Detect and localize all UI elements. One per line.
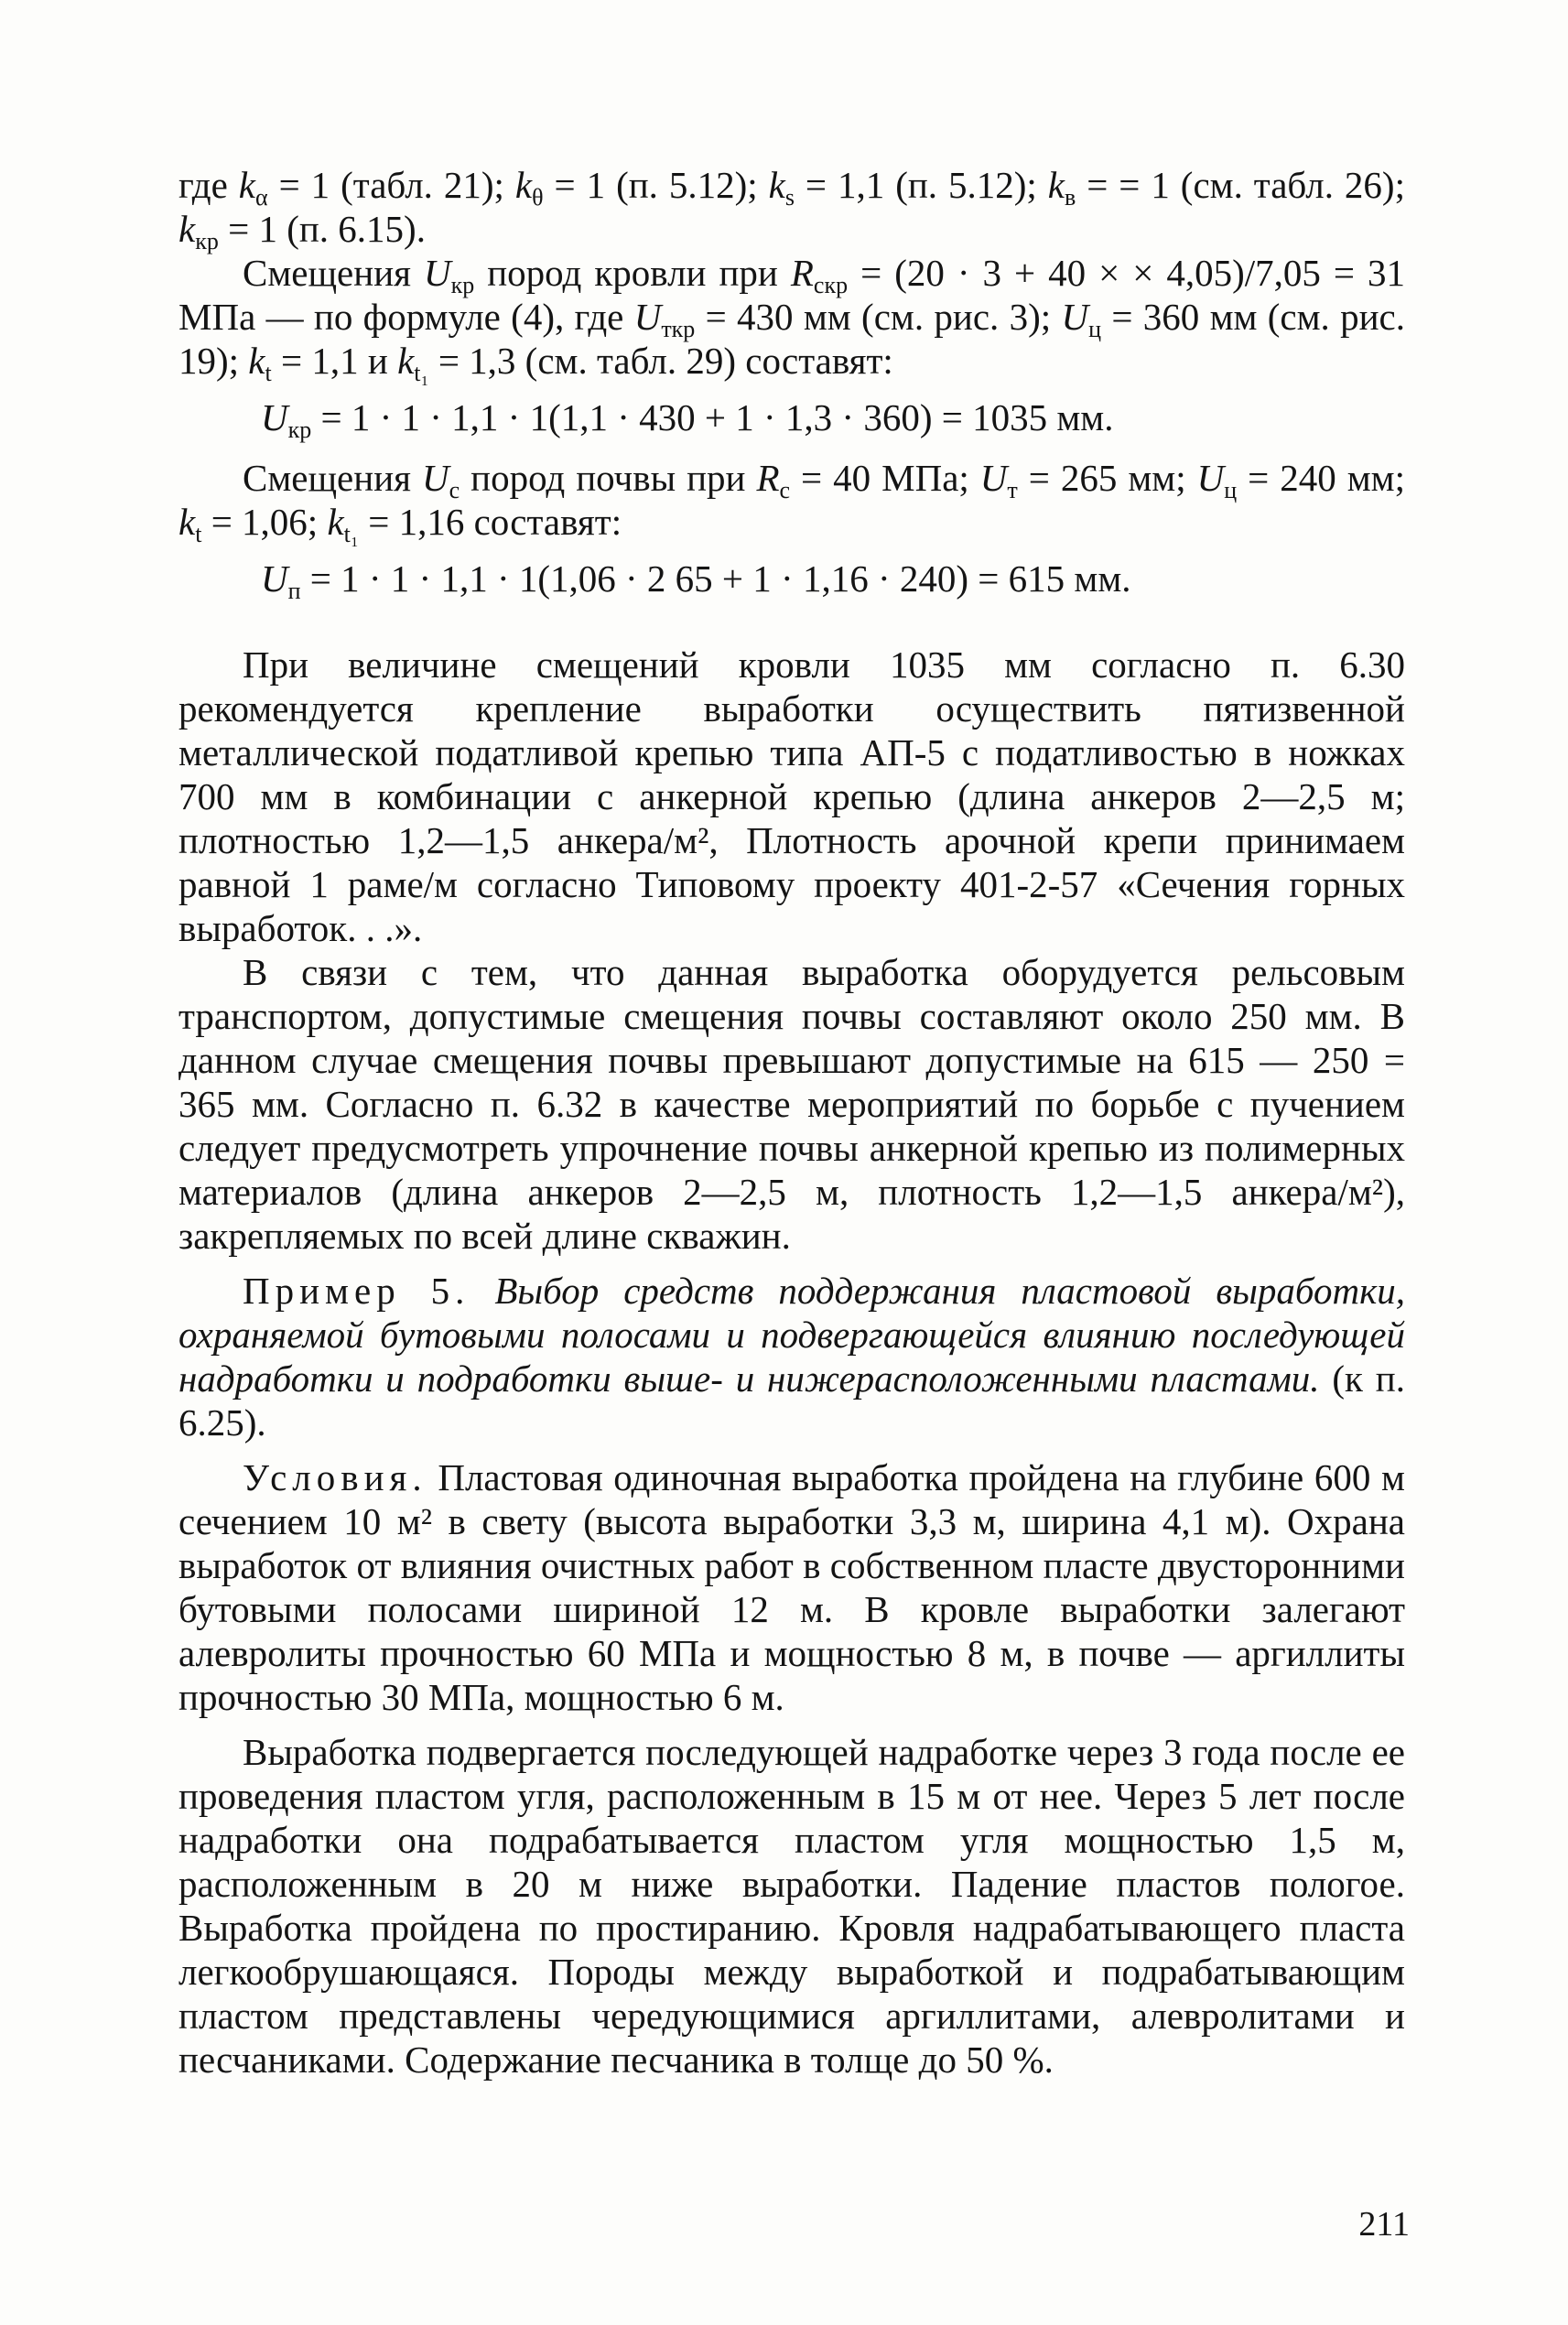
conditions-label: Условия. — [243, 1456, 427, 1498]
paragraph-example-5: Пример 5. Выбор средств поддержания пластовой выработки, охраняемой бутовыми полосами и подвергающейся влиянию последующей надработки и подработки выше- и нижерасположенными пластами. (к п. 6.25). — [178, 1270, 1405, 1444]
formula-floor: $U_п = 1 \cdot 1 \cdot 1,1 \cdot 1(1,06 \cdot 2$ 65 + 1 · 1,16 · 240) = 615 мм. — [261, 557, 1131, 604]
paragraph-support-recommendation: При величине смещений кровли 1035 мм согласно п. 6.30 рекомендуется крепление выработки осуществить пятизвенной металлической податливой крепью типа АП-5 с податливостью в ножках 700 мм в комбинации с анкерной крепью (длина анкеров 2—2,5 м; плотностью 1,2—1,5 анкера/м², Плотность арочной крепи принимаем равной 1 раме/м согласно Типовому проекту 401-2-57 «Сечения горных выработок. . .». — [178, 643, 1405, 949]
paragraph-conditions: Условия. Пластовая одиночная выработка пройдена на глубине 600 м сечением 10 м² в свету (высота выработки 3,3 м, ширина 4,1 м). Охрана выработок от влияния очистных работ в собственном пласте двусторонними бутовыми полосами шириной 12 м. В кровле выработки залегают алевролиты прочностью 60 МПа и мощностью 8 м, в почве — аргиллиты прочностью 30 МПа, мощностью 6 м. — [178, 1456, 1405, 1718]
example-title: Выбор средств поддержания пластовой выработки, охраняемой бутовыми полосами и подвергающейся влиянию последующей надработки и подработки выше- и нижерасположенными пластами. — [178, 1270, 1405, 1400]
paragraph-rail-transport: В связи с тем, что данная выработка оборудуется рельсовым транспортом, допустимые смещения почвы составляют около 250 мм. В данном случае смещения почвы превышают допустимые на 615 — 250 = 365 мм. Согласно п. 6.32 в качестве мероприятий по борьбе с пучением следует предусмотреть упрочнение почвы анкерной крепью из полимерных материалов (длина анкеров 2—2,5 м, плотность 1,2—1,5 анкера/м²), закрепляемых по всей длине скважин. — [178, 951, 1405, 1257]
example-label: Пример 5. — [243, 1270, 470, 1312]
paragraph-roof-displacement: Смещения $U_{кр}$ пород кровли при $R_{скр} = (20 \cdot 3 + 40$ × × 4,05)/7,05 = 31 МПа — по формуле (4), где $U_{ткр} = 430$ мм (см. рис. 3); $U_ц = 360$ мм (см. рис. 19); $k_t = 1,1$ и $k_{t_1} = 1,3$ (см. табл. 29) составят: — [178, 252, 1406, 386]
paragraph-floor-displacement: Смещения $U_с$ пород почвы при $R_с = 40$ МПа; $U_т = 265$ мм; $U_ц = 240$ мм; $k_t = 1,06$; $k_{t_1} = 1,16$ составят: — [178, 457, 1406, 547]
paragraph-coefficients: где $k_\alpha = 1$ (табл. 21); $k_\theta = 1$ (п. 5.12); $k_s = 1,1$ (п. 5.12); $k_в$ = = 1 (см. табл. 26); $k_{кр} = 1$ (п. 6.15). — [178, 164, 1405, 254]
formula-roof: $U_{кр} = 1 \cdot 1 \cdot 1,1 \cdot 1(1,1 \cdot 430 + 1 \cdot 1,3 \cdot 360) = 1035$ мм. — [261, 396, 1114, 443]
text-column — [178, 163, 1405, 2082]
page-number: 211 — [1358, 2205, 1410, 2244]
paragraph-undermining: Выработка подвергается последующей надработке через 3 года после ее проведения пластом угля, расположенным в 15 м от нее. Через 5 лет после надработки она подрабатывается пластом угля мощностью 1,5 м, расположенным в 20 м ниже выработки. Падение пластов пологое. Выработка пройдена по простиранию. Кровля надрабатывающего пласта легкообрушающаяся. Породы между выработкой и подрабатывающим пластом представлены чередующимися аргиллитами, алевролитами и песчаниками. Содержание песчаника в толще до 50 %. — [178, 1731, 1405, 2081]
